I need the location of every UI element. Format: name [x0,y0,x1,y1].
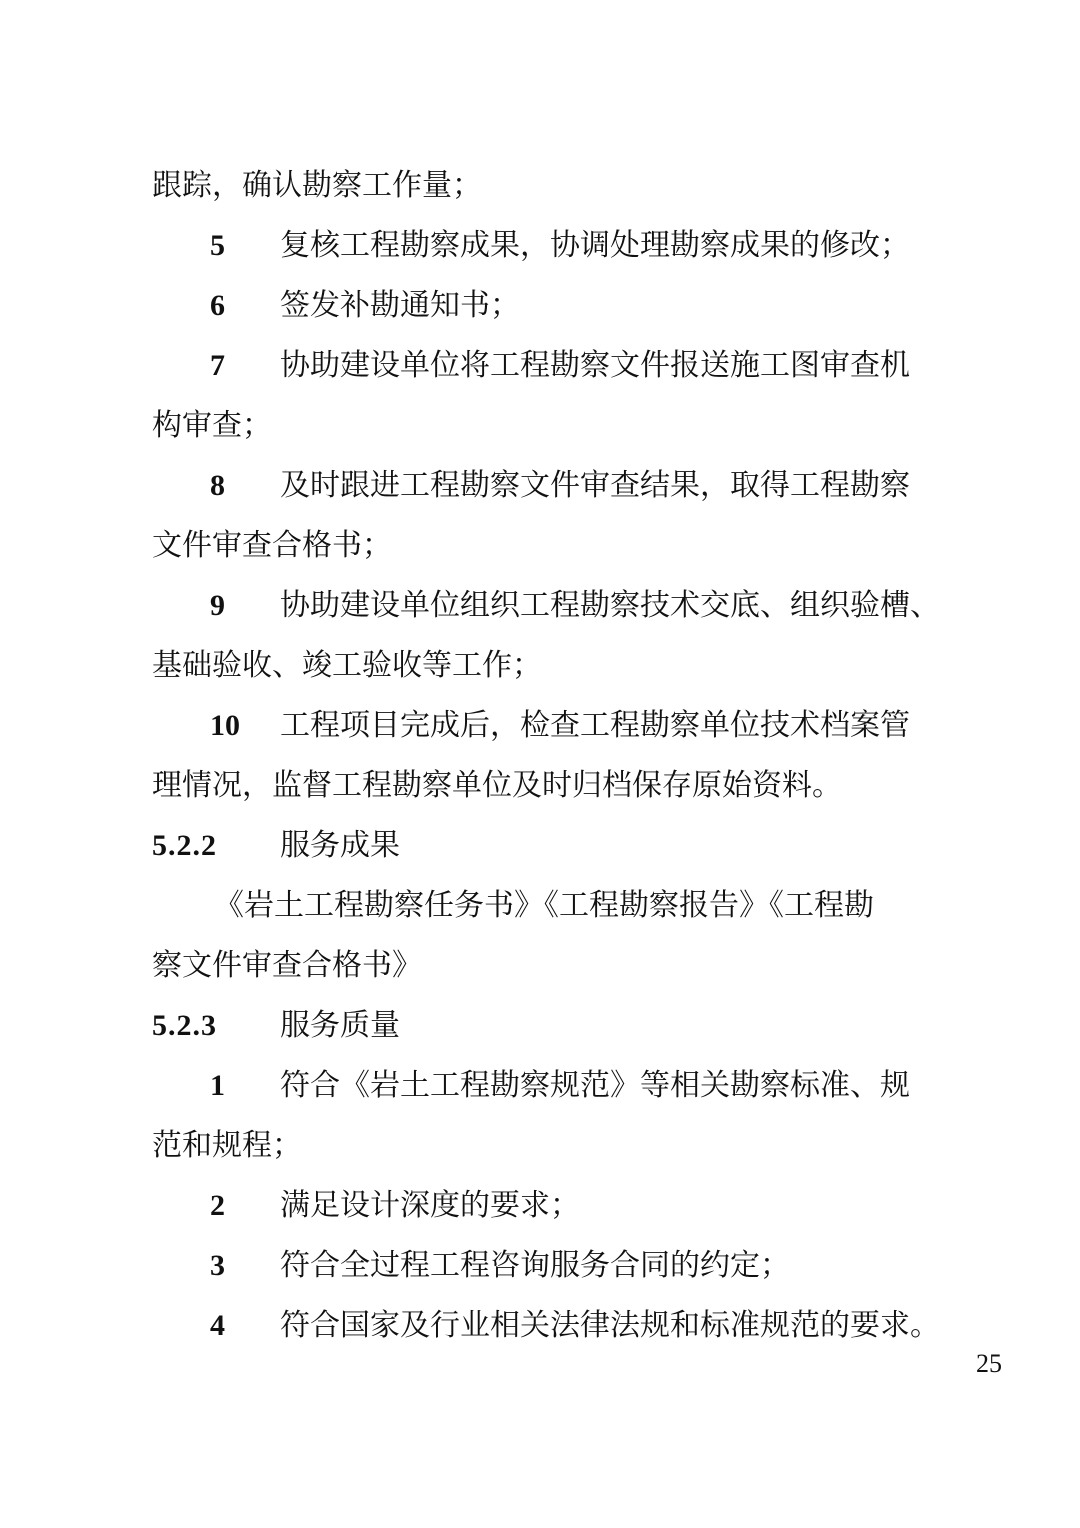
item-text: 协助建设单位将工程勘察文件报送施工图审查机 [280,348,910,383]
section-title: 服务成果 [280,828,400,863]
item-number: 7 [210,349,225,382]
paragraph-line: 《岩土工程勘察任务书》《工程勘察报告》《工程勘 [214,888,874,923]
item-text: 满足设计深度的要求； [280,1188,580,1223]
item-number: 1 [210,1069,225,1102]
item-text: 符合国家及行业相关法律法规和标准规范的要求。 [280,1308,940,1343]
paragraph-line: 跟踪，确认勘察工作量； [152,168,482,203]
item-number: 6 [210,289,225,322]
item-text-continuation: 范和规程； [152,1128,302,1163]
item-number: 3 [210,1249,225,1282]
item-text: 工程项目完成后，检查工程勘察单位技术档案管 [280,708,910,743]
section-number: 5.2.3 [152,1009,217,1042]
item-text: 及时跟进工程勘察文件审查结果，取得工程勘察 [280,468,910,503]
item-number: 2 [210,1189,225,1222]
item-number: 9 [210,589,225,622]
item-number: 10 [210,709,240,742]
page-number: 25 [976,1349,1002,1378]
section-title: 服务质量 [280,1008,400,1043]
section-number: 5.2.2 [152,829,217,862]
item-text: 符合全过程工程咨询服务合同的约定； [280,1248,790,1283]
item-text: 符合《岩土工程勘察规范》等相关勘察标准、规 [280,1068,910,1103]
item-number: 5 [210,229,225,262]
item-text: 协助建设单位组织工程勘察技术交底、组织验槽、 [280,588,940,623]
item-text: 复核工程勘察成果，协调处理勘察成果的修改； [280,228,910,263]
item-text: 签发补勘通知书； [280,288,520,323]
item-text-continuation: 构审查； [152,408,272,443]
item-text-continuation: 文件审查合格书； [152,528,392,563]
paragraph-line: 察文件审查合格书》 [152,948,422,983]
item-text-continuation: 基础验收、竣工验收等工作； [152,648,542,683]
item-text-continuation: 理情况，监督工程勘察单位及时归档保存原始资料。 [152,768,842,803]
item-number: 8 [210,469,225,502]
item-number: 4 [210,1309,225,1342]
